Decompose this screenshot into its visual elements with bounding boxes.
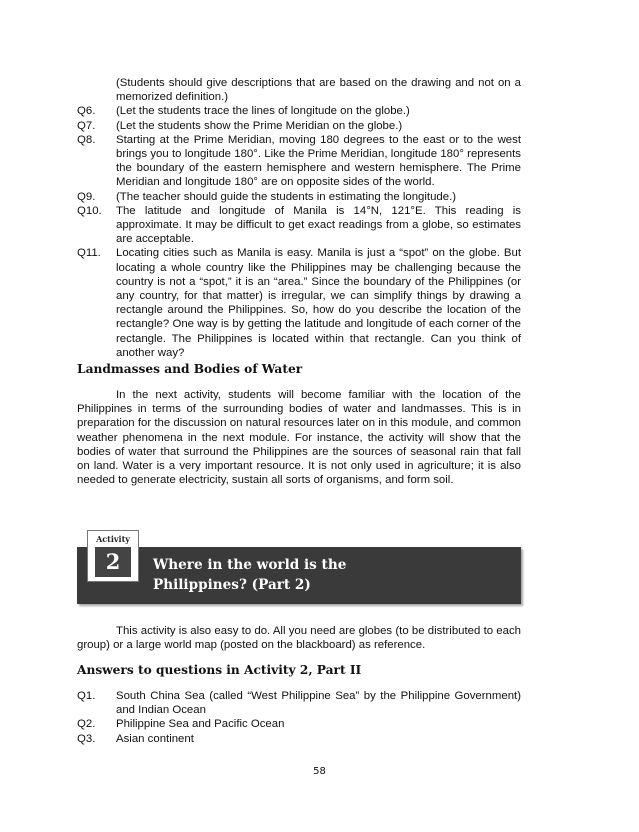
activity-banner xyxy=(77,547,521,604)
answers-block-1 xyxy=(77,76,521,360)
question-row-q8 xyxy=(77,133,521,190)
page-number: 58 xyxy=(313,766,326,777)
activity-title-line-2: Philippines? (Part 2) xyxy=(153,577,311,593)
activity-label: Activity xyxy=(96,534,130,544)
activity-badge xyxy=(87,530,139,582)
question-answer: Asian continent xyxy=(116,732,194,745)
question-number: Q7. xyxy=(77,119,96,132)
activity-number-box xyxy=(95,547,131,577)
question-answer: (Let the students show the Prime Meridian on the globe.) xyxy=(116,119,403,132)
question-row-q9 xyxy=(77,190,521,204)
question-answer: Locating cities such as Manila is easy. Manila is just a “spot” on the globe. But locating a whole country like the Philippines may be challenging because the country is not a “spot,” it is an “area.” Since the boundary of the Philippines (or any country, for that matter) is irregular, we can simplify things by drawing a rectangle around the Philippines. So, how do you describe the location of the rectangle? One way is by getting the latitude and longitude of each corner of the rectangle. The Philippines is located within that rectangle. Can you think of another way? xyxy=(116,247,521,359)
question-answer: Starting at the Prime Meridian, moving 180 degrees to the east or to the west brings you to longitude 180°. Like the Prime Meridian, longitude 180° represents the boundary of the eastern hemisphere and western hemisphere. The Prime Meridian and longitude 180° are on opposite sides of the world. xyxy=(116,133,521,189)
question-number: Q2. xyxy=(77,718,96,731)
question-number: Q10. xyxy=(77,204,102,217)
question-answer: South China Sea (called “West Philippine Sea” by the Philippine Government) and Indian Ocean xyxy=(116,690,521,717)
question-answer: (The teacher should guide the students in estimating the longitude.) xyxy=(116,190,457,203)
question-number: Q6. xyxy=(77,105,96,118)
activity-title-line-1: Where in the world is the xyxy=(153,557,347,573)
question-answer: Philippine Sea and Pacific Ocean xyxy=(116,718,285,731)
question-number: Q9. xyxy=(77,190,96,203)
question-number: Q11. xyxy=(77,247,101,260)
activity-paragraph: This activity is also easy to do. All you need are globes (to be distributed to each group) or a large world map (posted on the blackboard) as reference. xyxy=(77,625,521,652)
answers-block-2 xyxy=(77,689,521,746)
activity-number: 2 xyxy=(105,549,121,574)
question-row-q6 xyxy=(77,104,521,118)
question-answer: The latitude and longitude of Manila is 14°N, 121°E. This reading is approximate. It may be difficult to get exact readings from a globe, so estimates are acceptable. xyxy=(116,204,521,246)
question-row-q7 xyxy=(77,119,521,133)
question-answer: (Let the students trace the lines of longitude on the globe.) xyxy=(116,105,410,118)
question-number: Q3. xyxy=(77,732,96,745)
question-row-q11 xyxy=(77,246,521,360)
section-heading-landmasses: Landmasses and Bodies of Water xyxy=(77,362,303,376)
activity-title xyxy=(153,555,346,595)
top-note: (Students should give descriptions that are based on the drawing and not on a memorized definition.) xyxy=(116,77,521,104)
question-row-q3 xyxy=(77,732,521,746)
section-heading-answers: Answers to questions in Activity 2, Part II xyxy=(77,663,362,677)
question-row-q2 xyxy=(77,717,521,731)
question-number: Q1. xyxy=(77,690,96,702)
question-row-q10 xyxy=(77,204,521,247)
question-row-q1 xyxy=(77,689,521,717)
question-number: Q8. xyxy=(77,133,96,146)
section-paragraph-landmasses: In the next activity, students will become familiar with the location of the Philippines in terms of the surrounding bodies of water and landmasses. This is in preparation for the discussion on natural resources later on in this module, and common weather phenomena in the next module. For instance, the activity will show that the bodies of water that surround the Philippines are the sources of seasonal rain that fall on land. Water is a very important resource. It is not only used in agriculture; it is also needed to generate electricity, sustain all sorts of organisms, and form soil. xyxy=(77,389,521,487)
